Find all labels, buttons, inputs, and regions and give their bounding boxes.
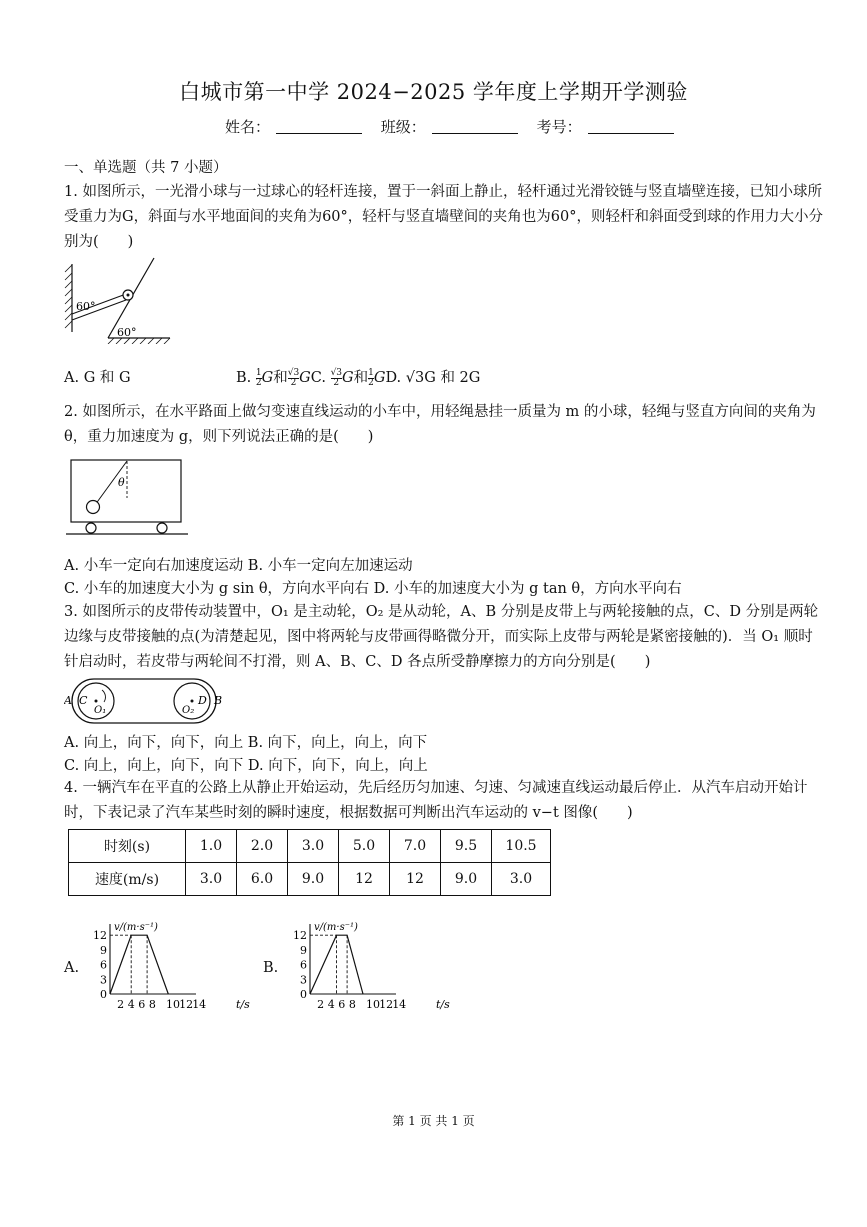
class-label: 班级： [380,118,426,136]
table-row-speed [69,863,551,896]
q1-option-b-fraction-half: $\frac{1}{2}$ [255,367,262,388]
x-tick-label: 4 [127,998,135,1011]
speed-table [68,829,551,896]
question-4-text: 4. 一辆汽车在平直的公路上从静止开始运动，先后经历匀加速、匀速、匀减速直线运动最后停止．从汽车启动开始计时，下表记录了汽车某些时刻的瞬时速度，根据数据可判断出汽车运动的 v−t 图像( ) [64,780,808,821]
q1-option-c-fraction-root: $\frac{√3}{2}$ [330,367,343,388]
y-tick-label: 0 [100,988,107,1001]
label-o1: O₁ [94,705,107,716]
angle-label-bottom: 60° [117,326,137,339]
student-info-line [225,116,688,137]
q1-option-b-fraction-root: $\frac{√3}{2}$ [287,367,300,388]
y-tick-label: 9 [100,943,107,957]
x-tick-label: 2 [317,998,325,1011]
x-tick-label: 10 [366,998,380,1011]
wall-hatching [65,265,72,328]
table-cell: 10.5 [492,830,551,863]
y-tick-label: 3 [300,973,307,987]
x-tick-label: 12 [179,998,194,1011]
q1-option-c-fraction-half: $\frac{1}{2}$ [368,367,374,388]
label-c: C [79,694,88,707]
x-axis-label: t/s [236,998,250,1011]
q1-option-b-prefix: B. [236,370,252,386]
q1-option-c-prefix: C. [310,370,326,386]
x-tick-label: 14 [192,998,207,1011]
x-tick-label: 6 [138,998,146,1011]
center-o1 [95,700,98,703]
q4-graph-b [288,918,468,1014]
q4-graph-a-label: A. [64,960,80,976]
table-cell: 1.0 [186,830,237,863]
table-cell: 5.0 [339,830,390,863]
q1-option-a: A. G 和 G [64,370,131,386]
page-footer: 第 1 页 共 1 页 [392,1114,475,1128]
vt-series-line [310,935,363,994]
x-tick-label: 4 [327,998,335,1011]
vt-series-line [110,935,168,994]
class-blank [432,119,518,134]
exam-number-label: 考号： [536,118,582,136]
name-blank [276,119,362,134]
x-tick-label: 2 [117,998,125,1011]
q3-options-cd: C. 向上，向上，向下，向下 D. 向下，向下，向上，向上 [64,758,428,774]
hanging-ball [87,501,100,514]
x-tick-label: 6 [338,998,346,1011]
section-heading: 一、单选题（共 7 小题） [64,160,228,176]
label-o2: O₂ [182,705,195,716]
table-cell: 3.0 [186,863,237,896]
y-tick-label: 0 [300,988,307,1001]
question-2-text: 2. 如图所示，在水平路面上做匀变速直线运动的小车中，用轻绳悬挂一质量为 m 的小球，轻绳与竖直方向间的夹角为 θ，重力加速度为 g，则下列说法正确的是( ) [64,404,816,445]
question-3-text: 3. 如图所示的皮带传动装置中，O₁ 是主动轮，O₂ 是从动轮，A、B 分别是皮带上与两轮接触的点，C、D 分别是两轮边缘与皮带接触的点(为清楚起见，图中将两轮与皮带画得略微分开，而实际上皮带与两轮是紧密接触的)．当 O₁ 顺时针启动时，若皮带与两轮间不打滑，则 A、B、C、D 各点所受静摩擦力的方向分别是( ) [64,604,819,670]
q2-options-ab: A. 小车一定向右加速度运动 B. 小车一定向左加速运动 [64,558,413,574]
cart-body [71,460,181,522]
wheel-right [157,523,167,533]
table-row-time [69,830,551,863]
belt [72,679,216,723]
x-tick-label: 8 [148,998,156,1011]
q3-options-ab: A. 向上，向下，向下，向上 B. 向下，向上，向上，向下 [64,735,428,751]
table-cell: 12 [339,863,390,896]
y-tick-label: 3 [100,973,107,987]
x-axis-label: t/s [436,998,450,1011]
table-cell: 9.0 [441,863,492,896]
center-o2 [191,700,194,703]
q1-option-d-prefix: D. [385,370,402,386]
x-tick-label: 8 [348,998,356,1011]
y-tick-label: 9 [300,943,307,957]
q1-option-d: √3G 和 2G [405,370,481,386]
x-tick-label: 10 [166,998,180,1011]
table-head-speed: 速度(m/s) [69,863,186,896]
x-tick-label: 14 [392,998,407,1011]
table-head-time: 时刻(s) [69,830,186,863]
q4-graph-b-label: B. [263,960,279,976]
table-cell: 6.0 [237,863,288,896]
y-tick-label: 12 [93,929,107,943]
q2-options-cd: C. 小车的加速度大小为 g sin θ，方向水平向右 D. 小车的加速度大小为 g tan θ，方向水平向右 [64,581,682,597]
q2-figure [66,456,190,538]
table-cell: 3.0 [492,863,551,896]
question-1-text: 1. 如图所示，一光滑小球与一过球心的轻杆连接，置于一斜面上静止，轻杆通过光滑铰链与竖直墙壁连接，已知小球所受重力为G，斜面与水平地面间的夹角为60°，轻杆与竖直墙壁间的夹角也为60°，则轻杆和斜面受到球的作用力大小分别为( ) [64,184,823,250]
angle-label-top: 60° [76,300,96,313]
q1-options-bcd: B. $\frac{1}{2}$ G和 $\frac{√3}{2}$ GC. $\frac{√3}{2}$ G和 $\frac{1}{2}$ GD. √3G 和 2G [236,367,481,388]
page-title: 白城市第一中学 2024−2025 学年度上学期开学测验 [179,80,688,104]
y-tick-label: 6 [300,958,307,972]
q4-graph-a [88,918,268,1014]
rotation-arrow [102,690,105,702]
theta-label: θ [118,476,125,489]
table-cell: 9.0 [288,863,339,896]
y-tick-label: 6 [100,958,107,972]
y-axis-label: v/(m·s⁻¹) [114,922,158,933]
table-cell: 2.0 [237,830,288,863]
name-label: 姓名： [225,118,271,136]
table-cell: 9.5 [441,830,492,863]
table-cell: 12 [390,863,441,896]
x-tick-label: 12 [379,998,394,1011]
y-axis-label: v/(m·s⁻¹) [314,922,358,933]
wheel-left [86,523,96,533]
q3-belt-figure [64,676,224,726]
y-tick-label: 12 [293,929,307,943]
exam-number-blank [588,119,674,134]
label-d: D [198,694,207,707]
label-b: B [214,694,223,707]
table-cell: 7.0 [390,830,441,863]
label-a: A [64,694,72,707]
ball-center [127,294,130,297]
q1-figure [62,252,172,344]
table-cell: 3.0 [288,830,339,863]
